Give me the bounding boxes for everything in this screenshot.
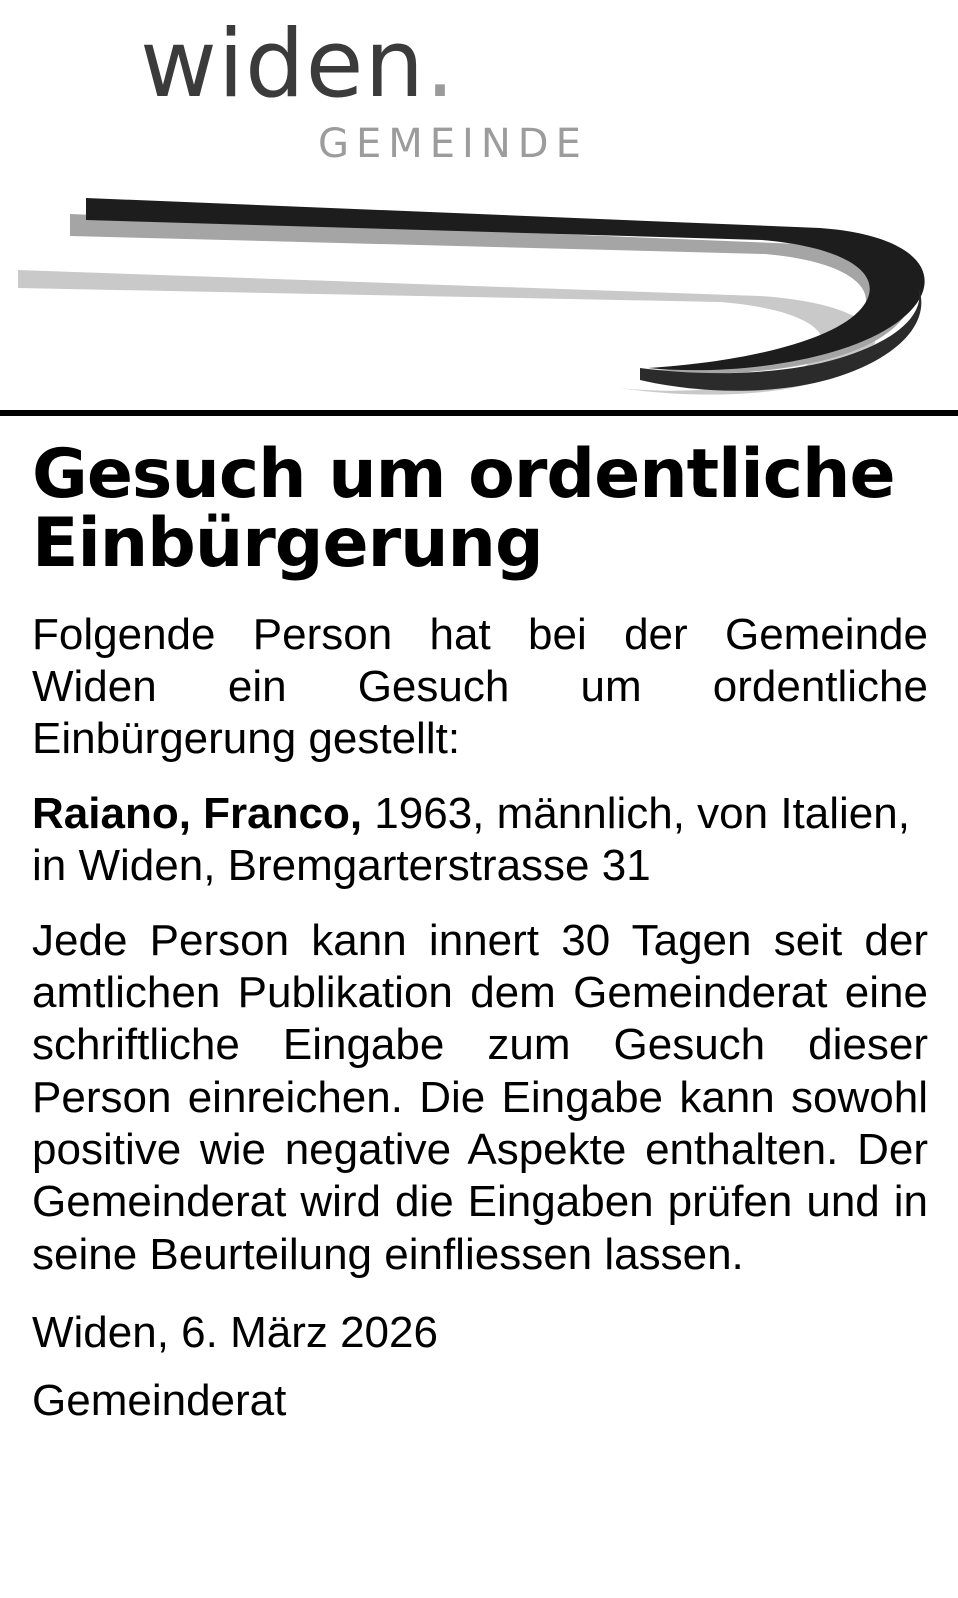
divider-rule [0,410,958,416]
place-date: Widen, 6. März 2026 [32,1308,438,1358]
body-paragraph: Jede Person kann innert 30 Tagen seit der amtlichen Publikation dem Gemeinderat eine schriftliche Eingabe zum Gesuch dieser Person einreichen. Die Eingabe kann sowohl positive wie negative Aspekte enthalten. Der Gemeinderat wird die Eingaben prüfen und in seine Beurteilung einfliessen lassen. [32,915,928,1279]
applicant-paragraph [32,788,928,893]
applicant-details: 1963, männlich, von Italien, in Widen, Bremgarterstrasse 31 [32,788,910,891]
logo-wordmark-text: widen [140,10,426,119]
logo-wordmark [140,10,456,119]
logo-subtitle: GEMEINDE [318,121,588,167]
municipality-logo [0,0,958,410]
notice-content [0,435,958,1428]
intro-paragraph: Folgende Person hat bei der Gemeinde Widen ein Gesuch um ordentliche Einbürgerung gestellt: [32,609,928,764]
logo-wordmark-dot: . [425,10,456,119]
signature: Gemeinderat [32,1376,287,1426]
swoosh-icon [0,170,958,410]
page-title: Gesuch um ordentliche Einbürgerung [32,435,895,584]
applicant-name: Raiano, Franco, [32,788,363,838]
